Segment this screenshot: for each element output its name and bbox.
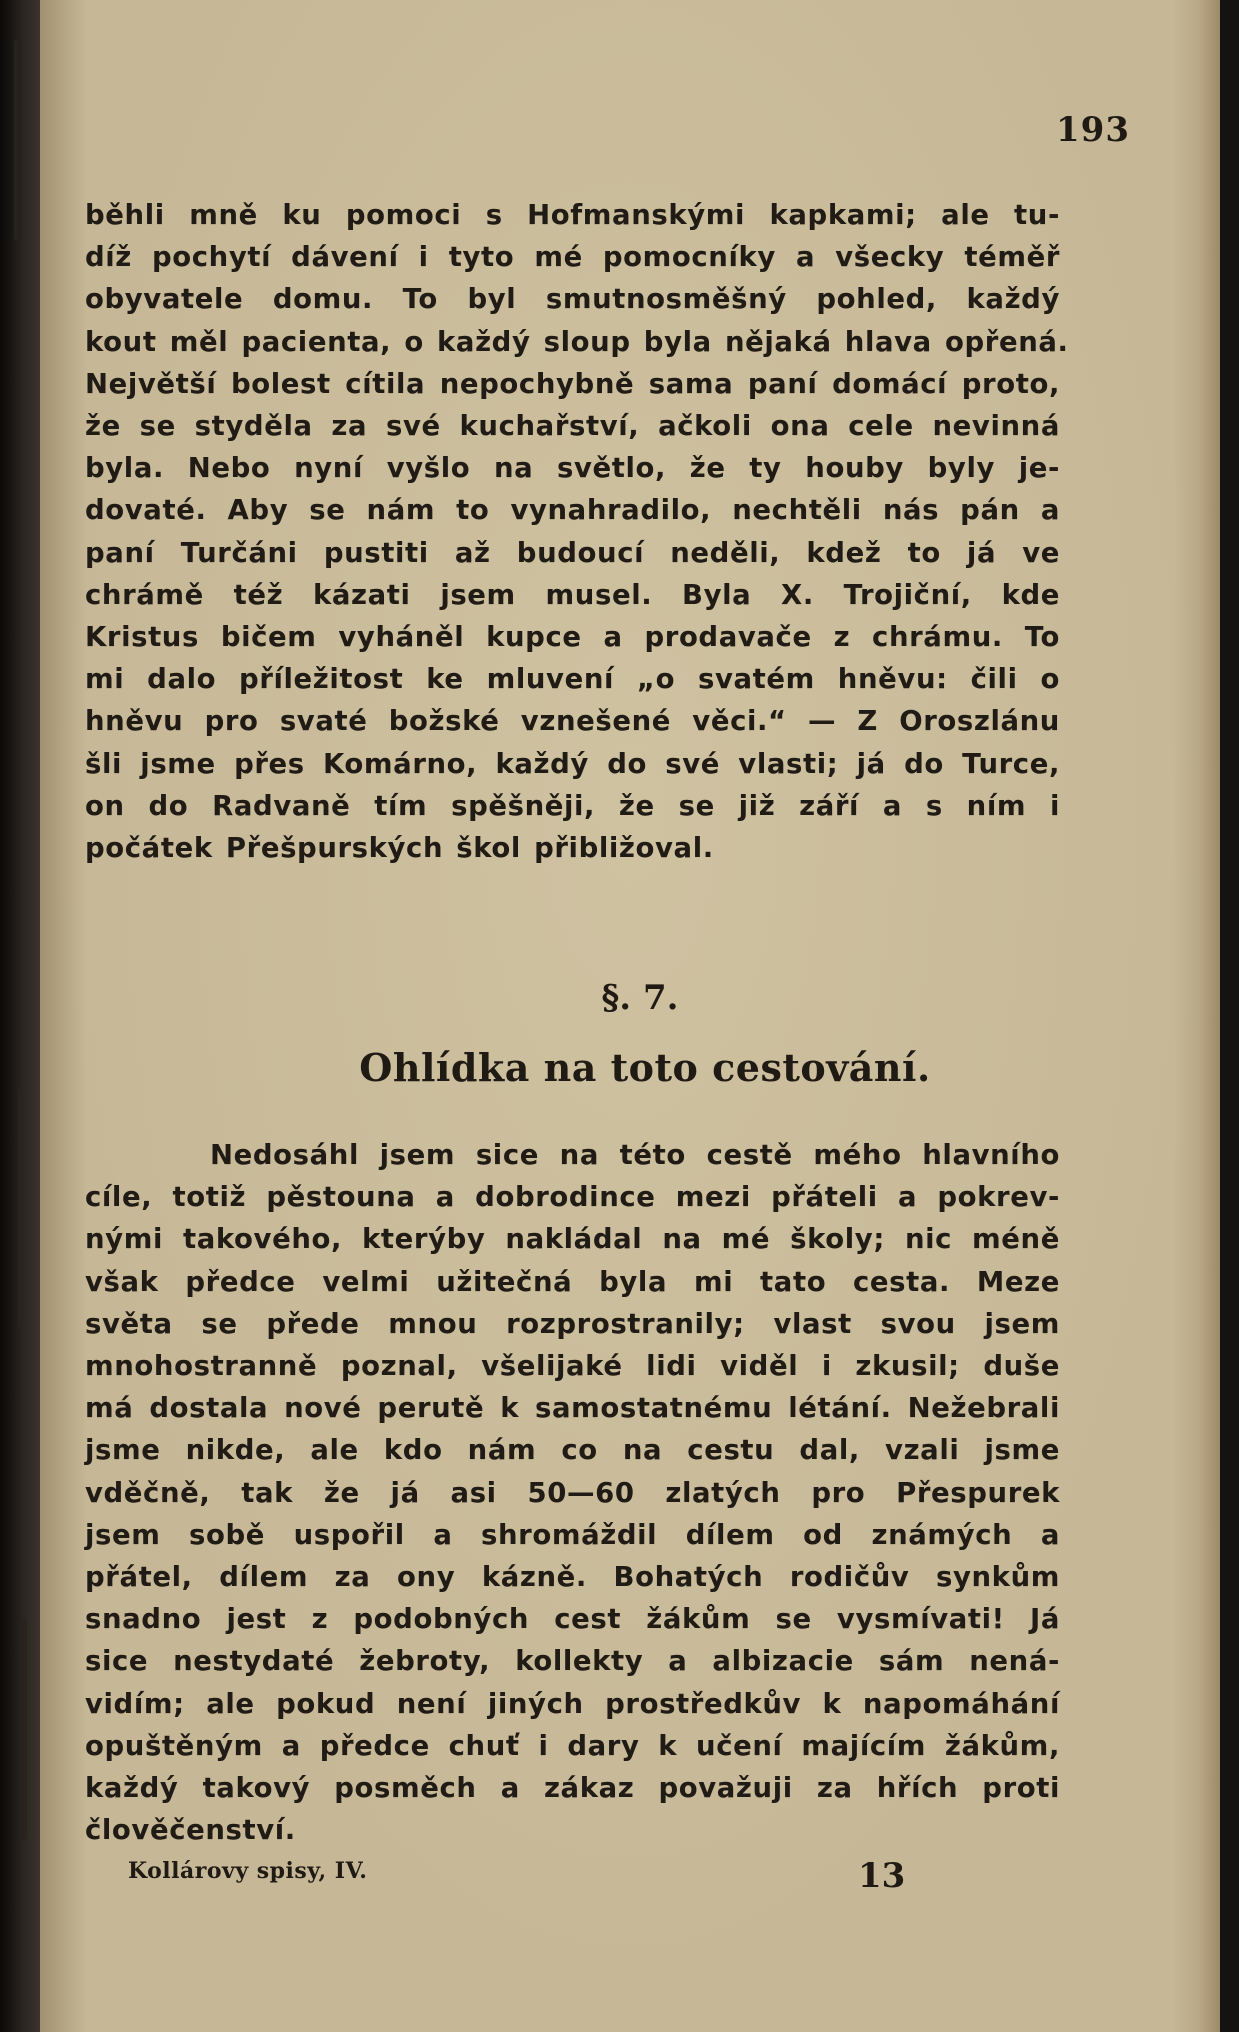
book-binding (0, 0, 40, 2032)
text-line: světa se přede mnou rozprostranily; vlast svou jsem (85, 1307, 1060, 1340)
text-line: má dostala nové perutě k samostatnému létání. Nežebrali (85, 1392, 1060, 1425)
text-line: běhli mně ku pomoci s Hofmanskými kapkami; ale tu- (85, 199, 1060, 231)
text-line: kout měl pacienta, o každý sloup byla nějaká hlava opřená. (85, 325, 1069, 358)
text-line: vděčně, tak že já asi 50—60 zlatých pro Přespurek (85, 1476, 1060, 1509)
text-line: on do Radvaně tím spěšněji, že se již září a s ním i (85, 789, 1060, 822)
text-line: Největší bolest cítila nepochybně sama paní domácí proto, (85, 367, 1060, 400)
book-page (40, 0, 1220, 2032)
text-line: nými takového, kterýby nakládal na mé školy; nic méně (85, 1223, 1060, 1256)
text-line: dovaté. Aby se nám to vynahradilo, nechtěli nás pán a (85, 494, 1060, 527)
text-line: cíle, totiž pěstouna a dobrodince mezi přáteli a pokrev- (85, 1181, 1060, 1214)
text-line: byla. Nebo nyní vyšlo na světlo, že ty houby byly je- (85, 452, 1060, 485)
text-line: Nedosáhl jsem sice na této cestě mého hlavního (210, 1139, 1060, 1171)
text-line: díž pochytí dávení i tyto mé pomocníky a všecky téměř (85, 241, 1060, 274)
text-line: paní Turčáni pustiti až budoucí neděli, kdež to já ve (85, 536, 1060, 569)
text-line: hněvu pro svaté božské vznešené věci.“ — Z Oroszlánu (85, 705, 1060, 738)
text-line: jsme nikde, ale kdo nám co na cestu dal, vzali jsme (85, 1434, 1060, 1467)
section-number: §. 7. (601, 978, 679, 1018)
text-line: sice nestydaté žebroty, kollekty a albizacie sám nená- (85, 1645, 1060, 1678)
text-line: počátek Přešpurských škol přibližoval. (85, 832, 714, 865)
paragraph-1 (85, 194, 1069, 869)
text-line: opuštěným a předce chuť i dary k učení majícím žákům, (85, 1729, 1060, 1762)
page-number: 193 (1056, 110, 1130, 150)
section-title: Ohlídka na toto cestování. (359, 1045, 931, 1090)
text-line: mi dalo příležitost ke mluvení „o svatém hněvu: čili o (85, 663, 1060, 696)
margin-mark (14, 40, 18, 240)
text-line: však předce velmi užitečná byla mi tato cesta. Meze (85, 1265, 1060, 1298)
text-line: chrámě též kázati jsem musel. Byla X. Trojiční, kde (85, 578, 1060, 611)
paragraph-2 (85, 1134, 1060, 1851)
text-line: mnohostranně poznal, všelijaké lidi viděl i zkusil; duše (85, 1350, 1060, 1383)
margin-mark (18, 1088, 22, 1328)
margin-mark (22, 1620, 27, 1840)
footer-book-title: Kollárovy spisy, IV. (128, 1858, 368, 1884)
footer-signature-number: 13 (858, 1856, 906, 1896)
text-line: obyvatele domu. To byl smutnosměšný pohled, každý (85, 283, 1060, 316)
text-line: že se styděla za své kuchařství, ačkoli ona cele nevinná (85, 410, 1060, 443)
text-line: snadno jest z podobných cest žákům se vysmívati! Já (85, 1603, 1060, 1636)
text-line: Kristus bičem vyháněl kupce a prodavače z chrámu. To (85, 621, 1060, 654)
text-line: jsem sobě uspořil a shromáždil dílem od známých a (85, 1518, 1060, 1551)
text-line: přátel, dílem za ony kázně. Bohatých rodičův synkům (85, 1561, 1060, 1594)
text-line: člověčenství. (85, 1814, 296, 1847)
text-line: vidím; ale pokud není jiných prostředkův k napomáhání (85, 1687, 1060, 1720)
text-line: každý takový posměch a zákaz považuji za hřích proti (85, 1772, 1060, 1805)
text-line: šli jsme přes Komárno, každý do své vlasti; já do Turce, (85, 747, 1060, 780)
